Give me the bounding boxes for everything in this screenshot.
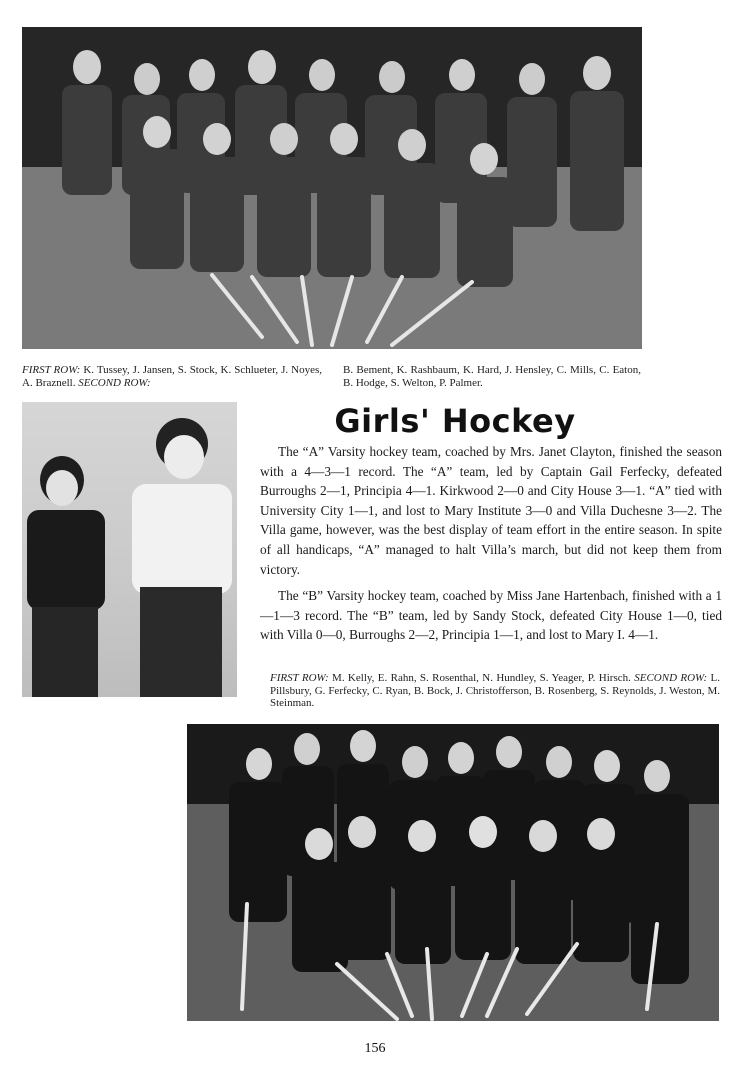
team-b-photo — [187, 724, 719, 1021]
coaches-photo — [22, 402, 237, 697]
first-row-names: M. Kelly, E. Rahn, S. Rosenthal, N. Hundley, S. Yeager, P. Hirsch. — [328, 672, 635, 684]
second-row-label: SECOND ROW: — [78, 376, 151, 389]
team-a-caption-left — [22, 364, 322, 389]
team-b-caption — [270, 672, 720, 710]
second-row-names: L. Pillsbury, G. Ferfecky, C. Ryan, B. Bock, J. Christofferson, B. Rosenberg, S. Reynolds, J. Weston, M. Steinman. — [270, 672, 720, 709]
second-row-label: SECOND ROW: — [634, 672, 708, 684]
first-row-names: K. Tussey, J. Jansen, S. Stock, K. Schlueter, J. Noyes, A. Braznell. — [22, 364, 322, 389]
first-row-label: FIRST ROW: — [270, 672, 329, 684]
team-a-paragraph — [260, 442, 722, 579]
team-a-paragraph-text: The “A” Varsity hockey team, coached by Mrs. Janet Clayton, finished the season with a 4—3—1 record. The “A” team, led by Captain Gail Ferfecky, defeated Burroughs 2—1, Principia 4—1. Kirkwood 2—0 and City House 3—1. “A” tied with University City 1—1, and lost to Mary Institute 3—0 and Villa Duchesne 3—2. The Villa game, however, was the best display of team effort in the entire season. In spite of all handicaps, “A” managed to halt Villa’s march, but did not keep them from victory. — [260, 444, 722, 577]
team-b-paragraph — [260, 586, 722, 645]
first-row-label: FIRST ROW: — [22, 364, 81, 376]
team-a-caption-right: B. Bement, K. Rashbaum, K. Hard, J. Hensley, C. Mills, C. Eaton, B. Hodge, S. Welton, P. Palmer. — [343, 364, 641, 389]
page-title: Girls' Hockey — [334, 402, 576, 440]
team-b-paragraph-text: The “B” Varsity hockey team, coached by Miss Jane Hartenbach, finished with a 1—1—3 record. The “B” team, led by Sandy Stock, defeated City House 1—0, tied with Villa 0—0, Burroughs 2—2, Principia 1—1, and lost to Mary I. 4—1. — [260, 588, 722, 643]
page-number: 156 — [364, 1041, 386, 1056]
team-a-photo — [22, 27, 642, 349]
